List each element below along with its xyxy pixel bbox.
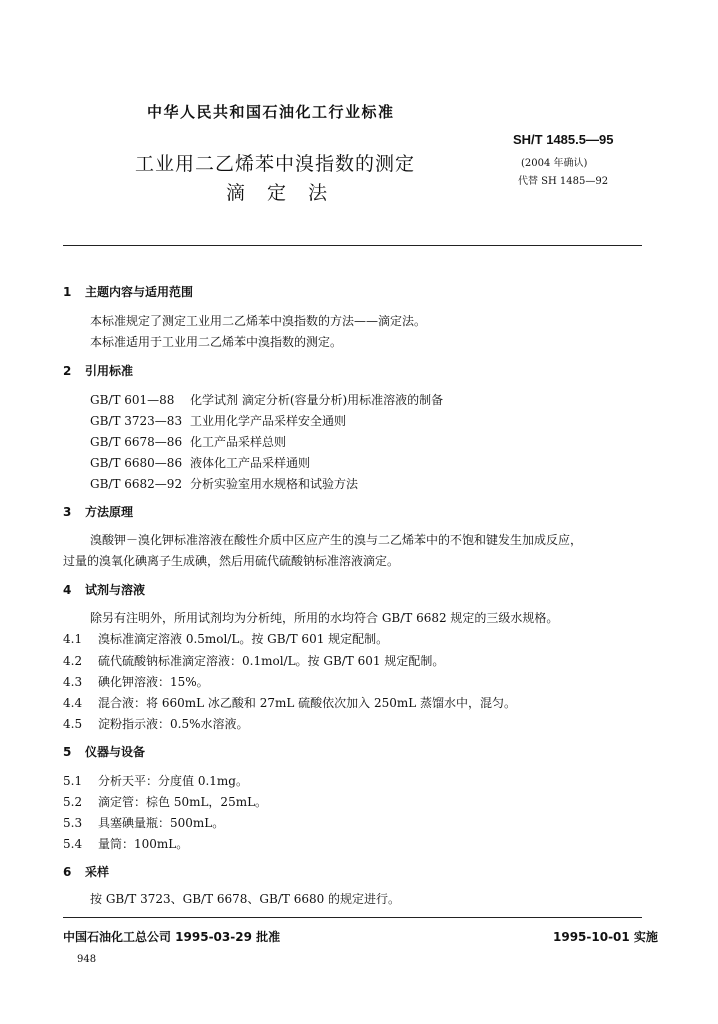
clause-text: 溴标准滴定溶液 0.5mol/L。按 GB/T 601 规定配制。 xyxy=(98,632,389,646)
section-number: 4 xyxy=(63,583,72,597)
replaces-note: 代替 SH 1485—92 xyxy=(518,176,609,187)
clause-row xyxy=(63,694,516,711)
clause-row xyxy=(63,652,444,669)
reference-code: GB/T 6678—86 xyxy=(90,435,183,449)
reference-row xyxy=(90,433,286,450)
clause-row xyxy=(63,772,248,789)
reference-title: 液体化工产品采样通则 xyxy=(190,456,311,470)
clause-row xyxy=(63,673,209,690)
reference-title: 工业用化学产品采样安全通则 xyxy=(190,414,347,428)
clause-text: 硫代硫酸钠标准滴定溶液：0.1mol/L。按 GB/T 601 规定配制。 xyxy=(98,654,445,668)
clause-text: 碘化钾溶液：15%。 xyxy=(98,675,209,689)
clause-row xyxy=(63,814,224,831)
clause-row xyxy=(63,835,188,852)
section-title: 主题内容与适用范围 xyxy=(85,285,194,299)
clause-text: 量筒：100mL。 xyxy=(98,837,189,851)
approval-statement: 中国石油化工总公司 1995-03-29 批准 xyxy=(63,930,281,944)
section-title: 引用标准 xyxy=(85,364,134,378)
section-3-heading xyxy=(63,503,133,520)
section-5-heading xyxy=(63,743,145,760)
clause-number: 4.4 xyxy=(63,696,83,710)
page-number: 948 xyxy=(77,954,97,965)
clause-row xyxy=(63,715,249,732)
clause-number: 4.5 xyxy=(63,717,83,731)
reference-title: 化学试剂 滴定分析(容量分析)用标准溶液的制备 xyxy=(190,393,444,407)
clause-text: 分析天平：分度值 0.1mg。 xyxy=(98,774,248,788)
section-number: 2 xyxy=(63,364,72,378)
confirmation-note: (2004 年确认) xyxy=(521,158,588,169)
clause-text: 混合液：将 660mL 冰乙酸和 27mL 硫酸依次加入 250mL 蒸馏水中，混匀。 xyxy=(98,696,517,710)
section-2-heading xyxy=(63,362,133,379)
section-title: 仪器与设备 xyxy=(85,745,146,759)
reference-title: 分析实验室用水规格和试验方法 xyxy=(190,477,359,491)
clause-text: 滴定管：棕色 50mL，25mL。 xyxy=(98,795,268,809)
section-number: 6 xyxy=(63,865,72,879)
section-1-heading xyxy=(63,283,193,300)
clause-text: 具塞碘量瓶：500mL。 xyxy=(98,816,225,830)
section-1-paragraph-1: 本标准规定了测定工业用二乙烯苯中溴指数的方法——滴定法。 xyxy=(90,314,427,328)
section-4-heading xyxy=(63,581,145,598)
clause-row xyxy=(63,793,267,810)
reference-row xyxy=(90,391,443,408)
effective-date: 1995-10-01 实施 xyxy=(553,930,658,944)
section-title: 采样 xyxy=(85,865,110,879)
clause-number: 5.2 xyxy=(63,795,83,809)
document-subtitle: 滴定法 xyxy=(226,182,350,204)
section-number: 1 xyxy=(63,285,72,299)
clause-number: 4.2 xyxy=(63,654,83,668)
section-6-heading xyxy=(63,863,109,880)
section-3-paragraph-line-2: 过量的溴氧化碘离子生成碘，然后用硫代硫酸钠标准溶液滴定。 xyxy=(63,554,400,568)
section-number: 5 xyxy=(63,745,72,759)
reference-code: GB/T 3723—83 xyxy=(90,414,183,428)
header-divider xyxy=(63,245,642,246)
document-title: 工业用二乙烯苯中溴指数的测定 xyxy=(135,153,416,175)
clause-text: 淀粉指示液：0.5%水溶液。 xyxy=(98,717,249,731)
reference-row xyxy=(90,475,358,492)
section-6-paragraph: 按 GB/T 3723、GB/T 6678、GB/T 6680 的规定进行。 xyxy=(90,892,401,906)
section-1-paragraph-2: 本标准适用于工业用二乙烯苯中溴指数的测定。 xyxy=(90,335,343,349)
clause-number: 5.3 xyxy=(63,816,83,830)
clause-number: 4.1 xyxy=(63,632,83,646)
reference-title: 化工产品采样总则 xyxy=(190,435,287,449)
section-3-paragraph-line-1: 溴酸钾－溴化钾标准溶液在酸性介质中区应产生的溴与二乙烯苯中的不饱和键发生加成反应， xyxy=(90,533,583,547)
reference-code: GB/T 6682—92 xyxy=(90,477,183,491)
footer-divider xyxy=(63,917,642,918)
clause-number: 5.4 xyxy=(63,837,83,851)
section-4-intro: 除另有注明外，所用试剂均为分析纯，所用的水均符合 GB/T 6682 规定的三级水规格。 xyxy=(90,611,559,625)
standard-name: 中华人民共和国石油化工行业标准 xyxy=(147,103,395,121)
reference-row xyxy=(90,412,346,429)
clause-number: 4.3 xyxy=(63,675,83,689)
section-title: 试剂与溶液 xyxy=(85,583,146,597)
section-number: 3 xyxy=(63,505,72,519)
reference-row xyxy=(90,454,310,471)
clause-row xyxy=(63,630,388,647)
reference-code: GB/T 6680—86 xyxy=(90,456,183,470)
clause-number: 5.1 xyxy=(63,774,83,788)
section-title: 方法原理 xyxy=(85,505,134,519)
reference-code: GB/T 601—88 xyxy=(90,393,175,407)
standard-code: SH/T 1485.5—95 xyxy=(513,132,614,147)
